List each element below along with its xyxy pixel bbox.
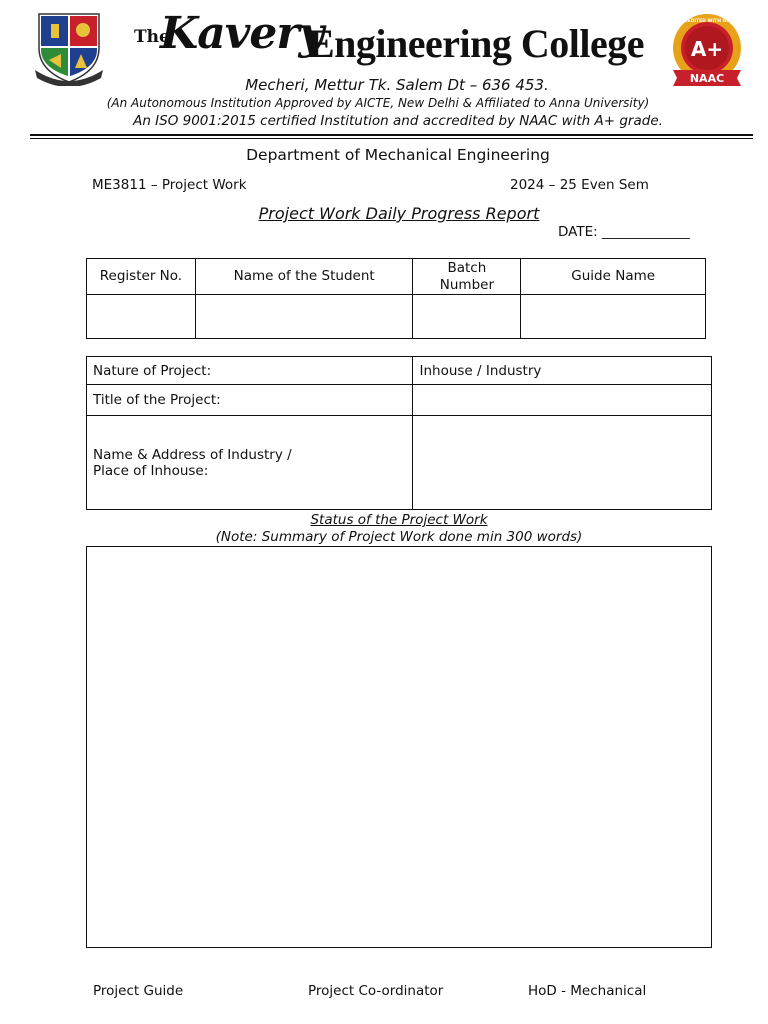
badge-ring-text: ACCREDITED WITH GRADE <box>674 19 740 24</box>
cell-guide-name[interactable] <box>521 295 706 339</box>
header-student-name: Name of the Student <box>195 259 413 295</box>
department-title: Department of Mechanical Engineering <box>246 146 550 164</box>
date-field: DATE: _____________ <box>558 224 690 240</box>
table-header-row <box>87 259 706 295</box>
header-batch-line2: Number <box>439 276 494 293</box>
header-divider-thick <box>30 134 753 136</box>
value-project-title[interactable] <box>413 385 712 416</box>
course-code: ME3811 – Project Work <box>92 177 247 193</box>
status-section-note: (Note: Summary of Project Work done min 300 words) <box>215 529 583 545</box>
status-section-title: Status of the Project Work <box>310 512 488 528</box>
value-nature-of-project[interactable]: Inhouse / Industry <box>413 357 712 385</box>
brand-the-text: The <box>134 27 170 47</box>
table-row <box>87 385 712 416</box>
header-register-no: Register No. <box>87 259 196 295</box>
header-batch-line1: Batch <box>447 259 487 276</box>
table-row <box>87 357 712 385</box>
header-guide-name: Guide Name <box>521 259 706 295</box>
table-row <box>87 416 712 510</box>
brand-kavery-text: Kavery <box>160 8 324 59</box>
label-industry-address <box>87 416 413 510</box>
industry-label-line2: Place of Inhouse: <box>93 462 209 479</box>
label-project-title: Title of the Project: <box>87 385 413 416</box>
table-row <box>87 295 706 339</box>
header-divider-thin <box>30 138 753 139</box>
project-details-table <box>86 356 712 510</box>
badge-label-text: NAAC <box>689 72 725 85</box>
iso-statement: An ISO 9001:2015 certified Institution and accredited by NAAC with A+ grade. <box>133 113 663 129</box>
autonomous-statement: (An Autonomous Institution Approved by AICTE, New Delhi & Affiliated to Anna University) <box>106 96 650 110</box>
cell-student-name[interactable] <box>195 295 413 339</box>
brand-engineering-college-text: Engineering College <box>308 21 645 66</box>
status-summary-box[interactable] <box>86 546 712 948</box>
signature-project-coordinator: Project Co-ordinator <box>308 983 444 999</box>
label-nature-of-project: Nature of Project: <box>87 357 413 385</box>
report-title: Project Work Daily Progress Report <box>258 204 540 223</box>
value-industry-address[interactable] <box>413 416 712 510</box>
semester-label: 2024 – 25 Even Sem <box>510 177 649 193</box>
signature-hod-mechanical: HoD - Mechanical <box>528 983 647 999</box>
college-address: Mecheri, Mettur Tk. Salem Dt – 636 453. <box>245 76 549 94</box>
signature-project-guide: Project Guide <box>93 983 184 999</box>
cell-batch-number[interactable] <box>413 295 521 339</box>
cell-register-no[interactable] <box>87 295 196 339</box>
header-batch-number <box>413 259 521 295</box>
industry-label-line1: Name & Address of Industry / <box>93 446 292 463</box>
college-crest-logo <box>31 10 107 86</box>
student-details-table <box>86 258 706 339</box>
badge-grade-text: A+ <box>690 37 724 61</box>
